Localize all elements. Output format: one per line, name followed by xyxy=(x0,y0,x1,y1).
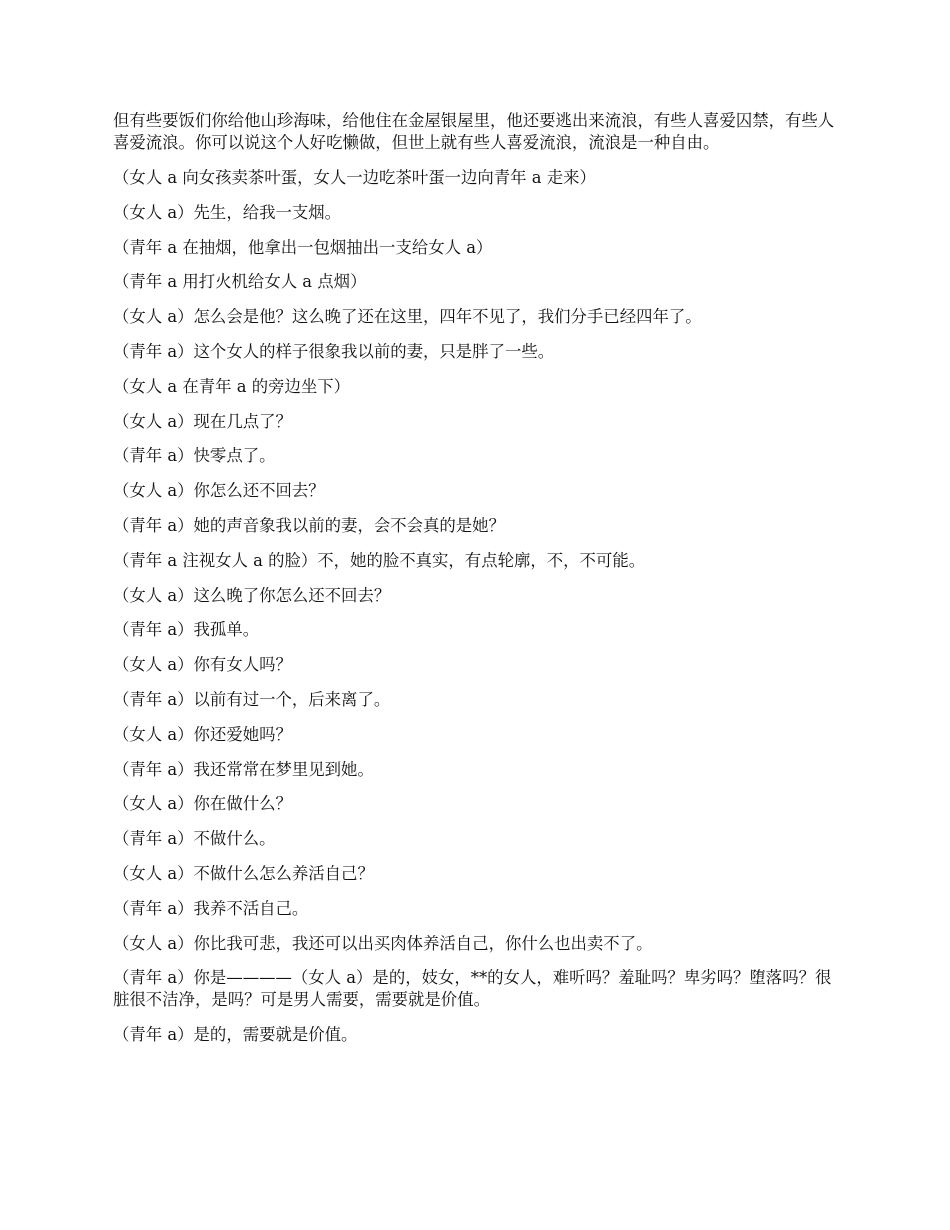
dialogue-line: （女人 a）这么晚了你怎么还不回去？ xyxy=(113,585,391,605)
dialogue-line: （青年 a）我还常常在梦里见到她。 xyxy=(113,759,374,779)
document-page xyxy=(113,110,843,1059)
dialogue-line: （女人 a）先生，给我一支烟。 xyxy=(113,202,342,222)
dialogue-line: （青年 a）不做什么。 xyxy=(113,829,276,849)
dialogue-line: （女人 a）怎么会是他？这么晚了还在这里，四年不见了，我们分手已经四年了。 xyxy=(113,307,702,327)
dialogue-line: （青年 a）她的声音象我以前的妻，会不会真的是她？ xyxy=(113,515,505,535)
stage-direction: （青年 a 在抽烟，他拿出一包烟抽出一支给女人 a） xyxy=(113,237,493,257)
dialogue-line: （女人 a）不做什么怎么养活自己？ xyxy=(113,863,374,883)
stage-direction: （女人 a 在青年 a 的旁边坐下） xyxy=(113,376,351,396)
dialogue-line: （女人 a）你在做什么？ xyxy=(113,794,292,814)
dialogue-line: （女人 a）你比我可悲，我还可以出买肉体养活自己，你什么也出卖不了。 xyxy=(113,933,653,953)
dialogue-line: （青年 a 注视女人 a 的脸）不，她的脸不真实，有点轮廓，不，不可能。 xyxy=(113,550,646,570)
dialogue-line: （女人 a）你有女人吗？ xyxy=(113,655,292,675)
dialogue-line: （青年 a）这个女人的样子很象我以前的妻，只是胖了一些。 xyxy=(113,341,555,361)
dialogue-line: （女人 a）你还爱她吗？ xyxy=(113,724,292,744)
dialogue-line: （女人 a）你怎么还不回去？ xyxy=(113,481,325,501)
dialogue-line: （青年 a）以前有过一个，后来离了。 xyxy=(113,689,391,709)
stage-direction: （青年 a 用打火机给女人 a 点烟） xyxy=(113,272,367,292)
dialogue-line: （女人 a）现在几点了？ xyxy=(113,411,292,431)
dialogue-line: （青年 a）快零点了。 xyxy=(113,446,276,466)
paragraph: 但有些要饭们你给他山珍海味，给他住在金屋银屋里，他还要逃出来流浪，有些人喜爱囚禁，有些人喜爱流浪。你可以说这个人好吃懒做，但世上就有些人喜爱流浪，流浪是一种自由。 xyxy=(113,111,835,152)
dialogue-line: （青年 a）我孤单。 xyxy=(113,620,260,640)
stage-direction: （女人 a 向女孩卖茶叶蛋，女人一边吃茶叶蛋一边向青年 a 走来） xyxy=(113,168,596,187)
dialogue-line: （青年 a）你是————（女人 a）是的，妓女，**的女人，难听吗？羞耻吗？卑劣吗？堕落吗？很脏很不洁净，是吗？可是男人需要，需要就是价值。 xyxy=(113,968,832,1010)
dialogue-line: （青年 a）我养不活自己。 xyxy=(113,898,309,918)
dialogue-line: （青年 a）是的，需要就是价值。 xyxy=(113,1025,358,1045)
